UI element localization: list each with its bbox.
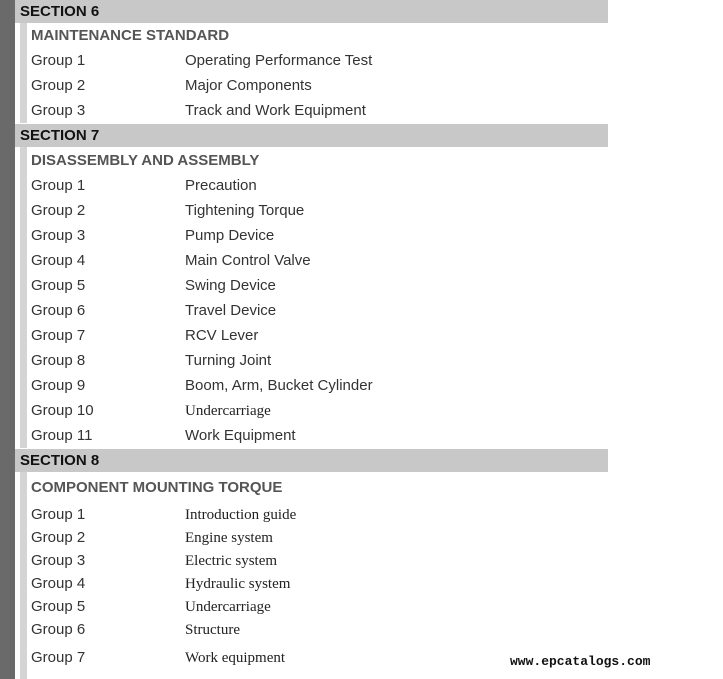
group-title: Hydraulic system	[185, 576, 291, 592]
group-label: Group 4	[31, 575, 86, 592]
group-label: Group 8	[31, 352, 86, 369]
list-item[interactable]	[31, 326, 591, 346]
list-item[interactable]	[31, 76, 591, 96]
section-7-header: SECTION 7	[15, 124, 608, 147]
watermark-url: www.epcatalogs.com	[510, 654, 651, 669]
group-title: Boom, Arm, Bucket Cylinder	[185, 377, 373, 394]
group-label: Group 2	[31, 77, 86, 94]
list-item[interactable]	[31, 251, 591, 271]
list-item[interactable]	[31, 351, 591, 371]
list-item[interactable]	[31, 574, 591, 594]
group-label: Group 5	[31, 598, 86, 615]
left-margin-bar	[0, 0, 15, 679]
group-label: Group 3	[31, 102, 86, 119]
group-label: Group 4	[31, 252, 86, 269]
list-item[interactable]	[31, 201, 591, 221]
list-item[interactable]	[31, 401, 591, 421]
group-label: Group 9	[31, 377, 86, 394]
list-item[interactable]	[31, 176, 591, 196]
group-title: Work Equipment	[185, 427, 296, 444]
list-item[interactable]	[31, 101, 591, 121]
list-item[interactable]	[31, 51, 591, 71]
group-label: Group 10	[31, 402, 94, 419]
list-item[interactable]	[31, 505, 591, 525]
list-item[interactable]	[31, 301, 591, 321]
section-6-subtitle: MAINTENANCE STANDARD	[31, 27, 230, 44]
group-title: Engine system	[185, 530, 273, 546]
group-title: Precaution	[185, 177, 257, 194]
group-title: Main Control Valve	[185, 252, 311, 269]
group-title: Turning Joint	[185, 352, 272, 369]
group-title: Travel Device	[185, 302, 277, 319]
group-title: Pump Device	[185, 227, 275, 244]
group-label: Group 2	[31, 529, 86, 546]
list-item[interactable]	[31, 376, 591, 396]
list-item[interactable]	[31, 648, 591, 668]
group-title: Undercarriage	[185, 599, 271, 615]
list-item[interactable]	[31, 620, 591, 640]
list-item[interactable]	[31, 426, 591, 446]
group-label: Group 5	[31, 277, 86, 294]
group-label: Group 3	[31, 552, 86, 569]
list-item[interactable]	[31, 276, 591, 296]
group-label: Group 1	[31, 506, 86, 523]
group-label: Group 3	[31, 227, 86, 244]
group-title: Undercarriage	[185, 403, 271, 419]
group-label: Group 7	[31, 327, 86, 344]
group-title: Operating Performance Test	[185, 52, 373, 69]
list-item[interactable]	[31, 226, 591, 246]
group-title: Electric system	[185, 553, 278, 569]
group-label: Group 2	[31, 202, 86, 219]
group-label: Group 6	[31, 621, 86, 638]
section-8-header: SECTION 8	[15, 449, 608, 472]
list-item[interactable]	[31, 597, 591, 617]
group-title: Swing Device	[185, 277, 276, 294]
group-label: Group 7	[31, 649, 86, 666]
group-title: Structure	[185, 622, 240, 638]
group-title: RCV Lever	[185, 327, 259, 344]
group-label: Group 11	[31, 427, 93, 444]
group-title: Tightening Torque	[185, 202, 305, 219]
group-title: Major Components	[185, 77, 312, 94]
section-7-subtitle: DISASSEMBLY AND ASSEMBLY	[31, 152, 260, 169]
group-title: Track and Work Equipment	[185, 102, 366, 119]
group-label: Group 1	[31, 52, 86, 69]
list-item[interactable]	[31, 528, 591, 548]
group-title: Work equipment	[185, 650, 286, 666]
section-6-header: SECTION 6	[15, 0, 608, 23]
group-title: Introduction guide	[185, 507, 297, 523]
group-label: Group 1	[31, 177, 86, 194]
group-label: Group 6	[31, 302, 86, 319]
section-8-subtitle: COMPONENT MOUNTING TORQUE	[31, 479, 283, 496]
list-item[interactable]	[31, 551, 591, 571]
